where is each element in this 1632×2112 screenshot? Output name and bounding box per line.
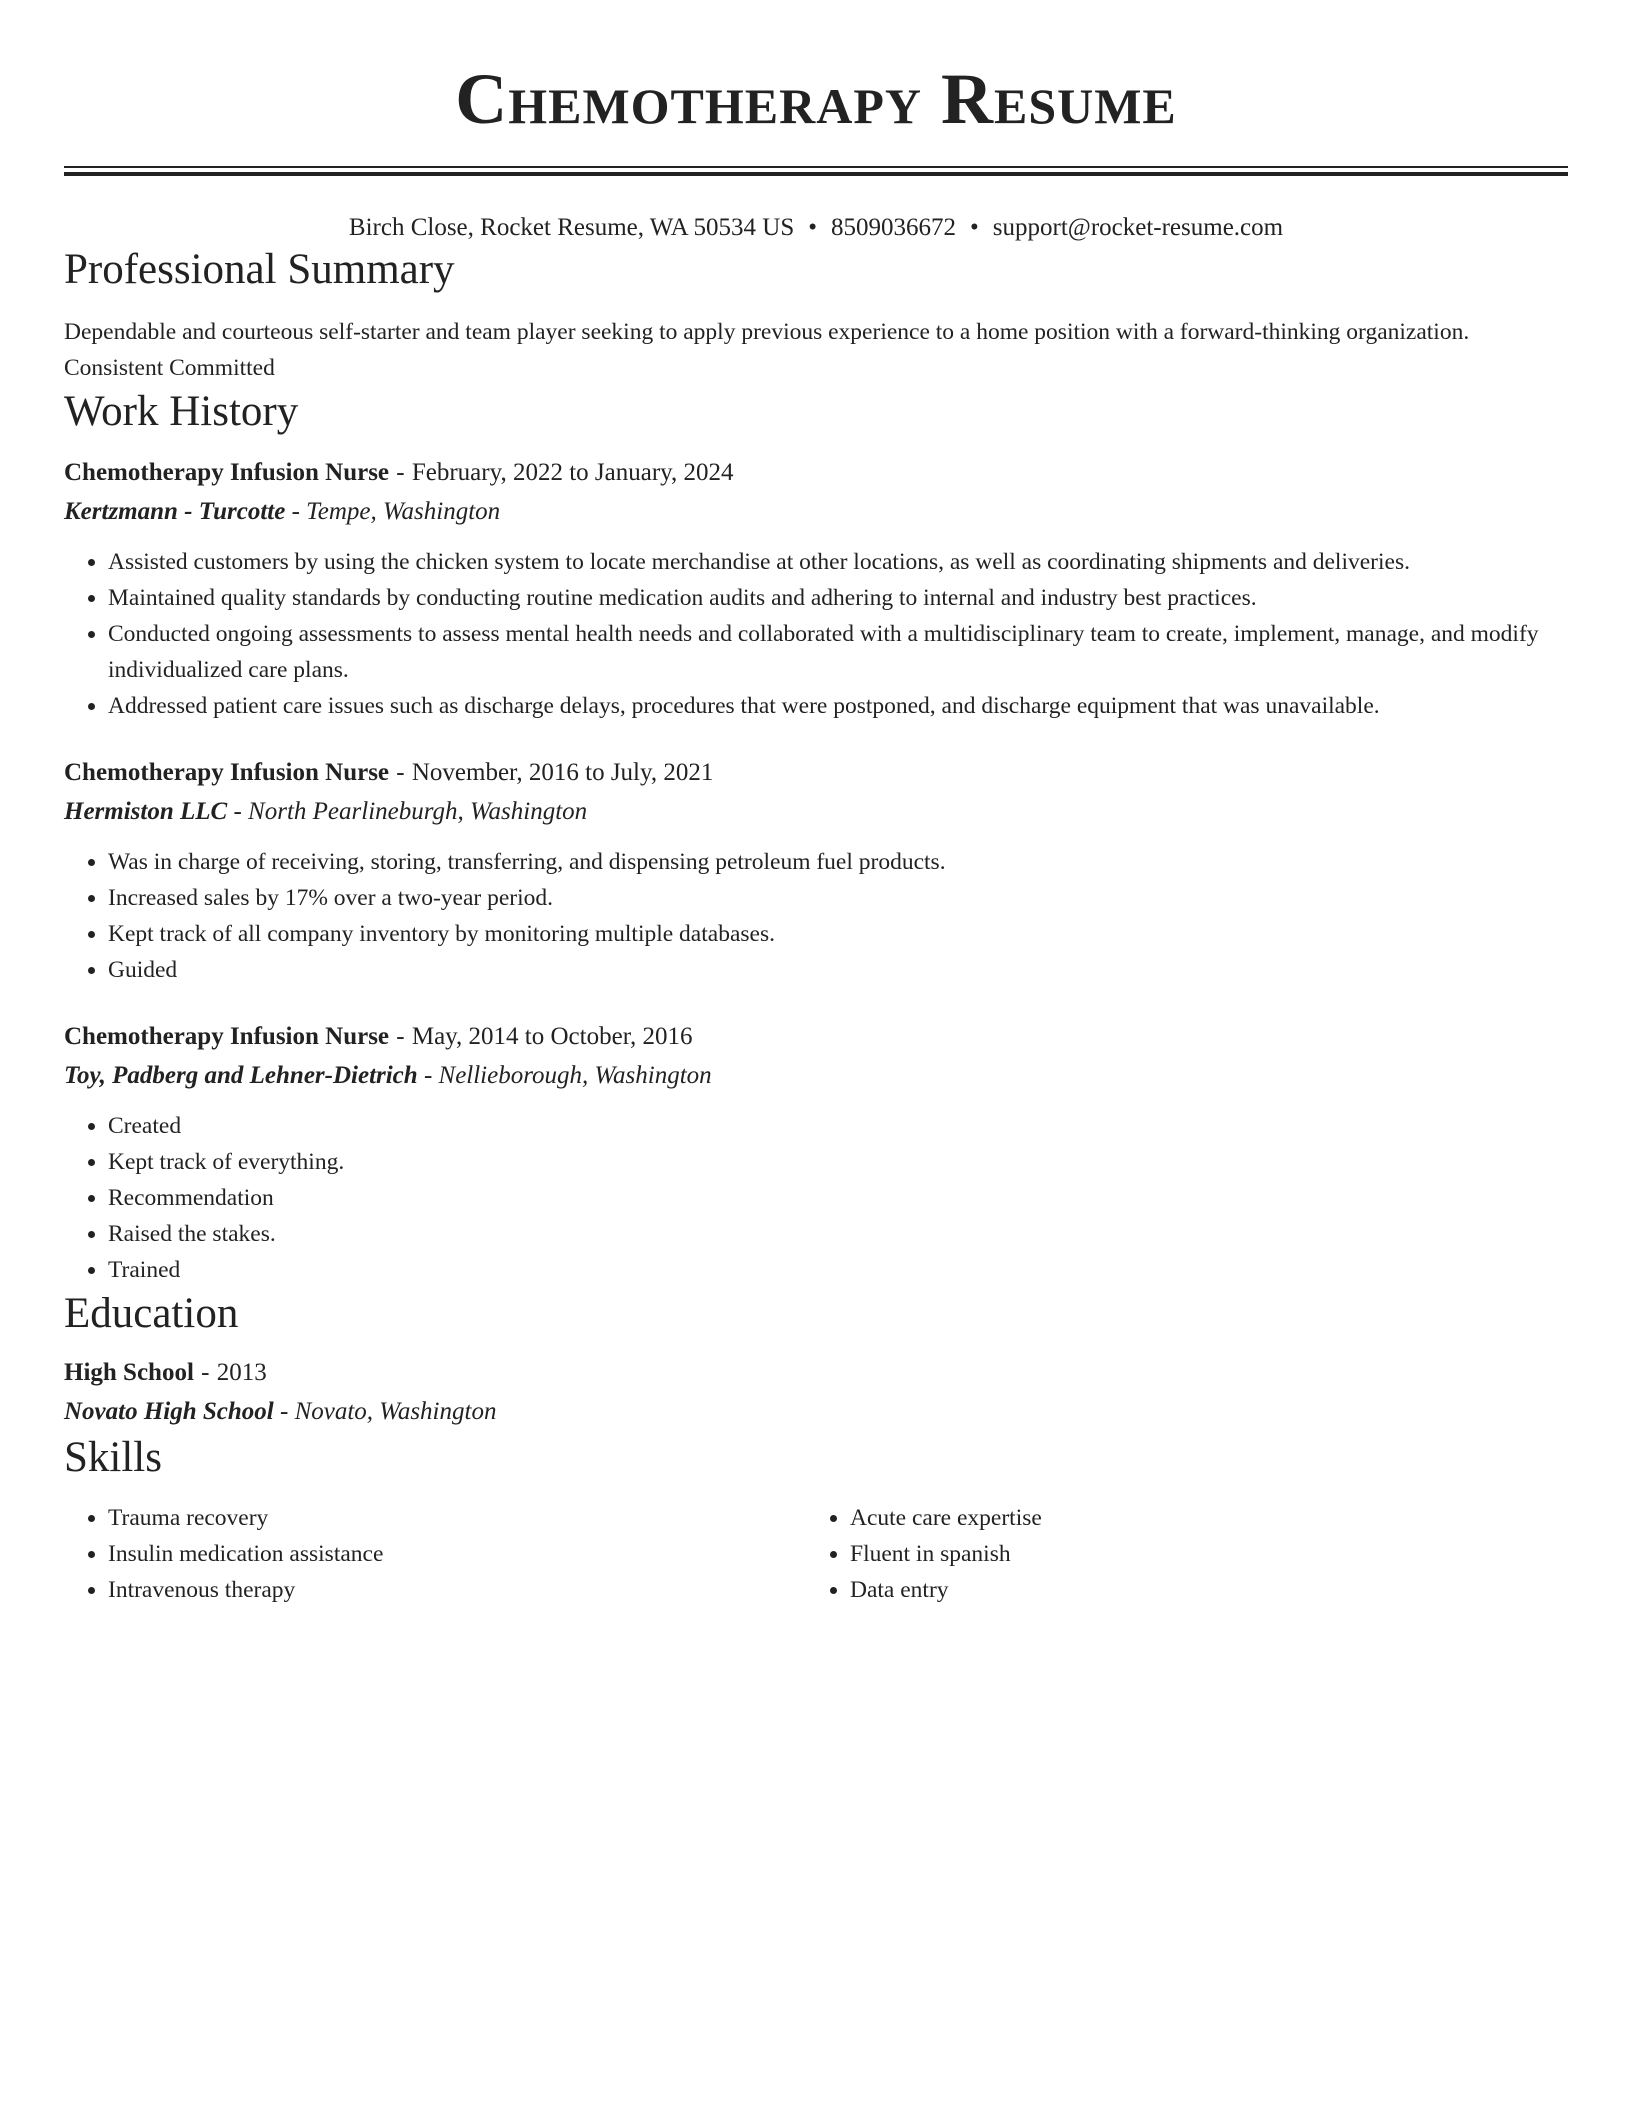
- contact-email: support@rocket-resume.com: [992, 214, 1284, 241]
- list-item: • Recommendation: [108, 1180, 1568, 1216]
- education-degree: High School: [64, 1359, 194, 1386]
- job-company-line: [64, 792, 1568, 832]
- resume-title: Chemotherapy Resume: [455, 59, 1177, 139]
- contact-separator: •: [808, 214, 818, 241]
- job-dates: November, 2016 to July, 2021: [411, 759, 714, 786]
- list-item: • Guided: [108, 952, 1568, 988]
- list-item: • Created: [108, 1108, 1568, 1144]
- job-entry: [64, 1018, 1568, 1288]
- skills-list: [64, 1500, 1568, 1608]
- skill-item: • Trauma recovery: [108, 1500, 806, 1536]
- list-item: • Maintained quality standards by conducting routine medication audits and adhering to internal and industry best practices.: [108, 580, 1568, 616]
- dash: -: [291, 498, 300, 525]
- skill-item: • Intravenous therapy: [108, 1572, 806, 1608]
- job-role: Chemotherapy Infusion Nurse: [64, 759, 390, 786]
- education-school-line: [64, 1392, 1568, 1432]
- job-location: Nellieborough, Washington: [438, 1062, 712, 1089]
- job-company-line: [64, 492, 1568, 532]
- job-location: Tempe, Washington: [306, 498, 501, 525]
- job-title-line: [64, 1018, 1568, 1056]
- dash: -: [396, 1023, 405, 1050]
- list-item: • Kept track of all company inventory by monitoring multiple databases.: [108, 916, 1568, 952]
- contact-line: [64, 212, 1568, 244]
- education-location: Novato, Washington: [294, 1398, 497, 1425]
- skill-item: • Data entry: [850, 1572, 1548, 1608]
- job-bullets: [64, 1108, 1568, 1288]
- section-heading-education: Education: [64, 1290, 239, 1337]
- dash: -: [201, 1359, 210, 1386]
- job-role: Chemotherapy Infusion Nurse: [64, 459, 390, 486]
- contact-separator: •: [970, 214, 979, 241]
- dash: -: [396, 759, 405, 786]
- job-title-line: [64, 454, 1568, 492]
- dash: -: [280, 1398, 289, 1425]
- skill-item: • Insulin medication assistance: [108, 1536, 806, 1572]
- job-entry: [64, 754, 1568, 988]
- education-year: 2013: [216, 1359, 267, 1386]
- skills-column-left: [64, 1500, 806, 1608]
- title-divider: [64, 166, 1568, 176]
- skill-item: • Fluent in spanish: [850, 1536, 1548, 1572]
- list-item: • Increased sales by 17% over a two-year period.: [108, 880, 1568, 916]
- job-entry: [64, 454, 1568, 724]
- dash: -: [233, 798, 242, 825]
- section-heading-work-history: Work History: [64, 388, 299, 435]
- job-dates: February, 2022 to January, 2024: [411, 459, 734, 486]
- job-bullets: [64, 544, 1568, 724]
- list-item: • Was in charge of receiving, storing, transferring, and dispensing petroleum fuel products.: [108, 844, 1568, 880]
- contact-address: Birch Close, Rocket Resume, WA 50534 US: [348, 214, 795, 241]
- skills-column-right: [806, 1500, 1548, 1608]
- list-item: • Assisted customers by using the chicken system to locate merchandise at other locations, as well as coordinating shipments and deliveries.: [108, 544, 1568, 580]
- dash: -: [396, 459, 405, 486]
- dash: -: [423, 1062, 433, 1089]
- list-item: • Raised the stakes.: [108, 1216, 1568, 1252]
- section-heading-summary: Professional Summary: [64, 246, 455, 293]
- job-role: Chemotherapy Infusion Nurse: [64, 1023, 390, 1050]
- job-company: Kertzmann - Turcotte: [64, 498, 286, 525]
- list-item: • Addressed patient care issues such as discharge delays, procedures that were postponed, and discharge equipment that was unavailable.: [108, 688, 1568, 724]
- job-company: Toy, Padberg and Lehner-Dietrich: [64, 1062, 418, 1089]
- summary-text: Dependable and courteous self-starter and team player seeking to apply previous experience to a home position with a forward-thinking organization. Consistent Committed: [64, 319, 1470, 381]
- skill-item: • Acute care expertise: [850, 1500, 1548, 1536]
- job-title-line: [64, 754, 1568, 792]
- contact-phone: 8509036672: [831, 214, 957, 241]
- education-school: Novato High School: [64, 1398, 274, 1425]
- list-item: • Conducted ongoing assessments to assess mental health needs and collaborated with a multidisciplinary team to create, implement, manage, and modify individualized care plans.: [108, 616, 1568, 688]
- list-item: • Trained: [108, 1252, 1568, 1288]
- section-heading-skills: Skills: [64, 1434, 162, 1481]
- job-dates: May, 2014 to October, 2016: [411, 1023, 693, 1050]
- education-entry: [64, 1354, 1568, 1432]
- list-item: • Kept track of everything.: [108, 1144, 1568, 1180]
- job-company: Hermiston LLC: [64, 798, 228, 825]
- job-location: North Pearlineburgh, Washington: [248, 798, 588, 825]
- job-bullets: [64, 844, 1568, 988]
- job-company-line: [64, 1056, 1568, 1096]
- education-degree-line: [64, 1354, 1568, 1392]
